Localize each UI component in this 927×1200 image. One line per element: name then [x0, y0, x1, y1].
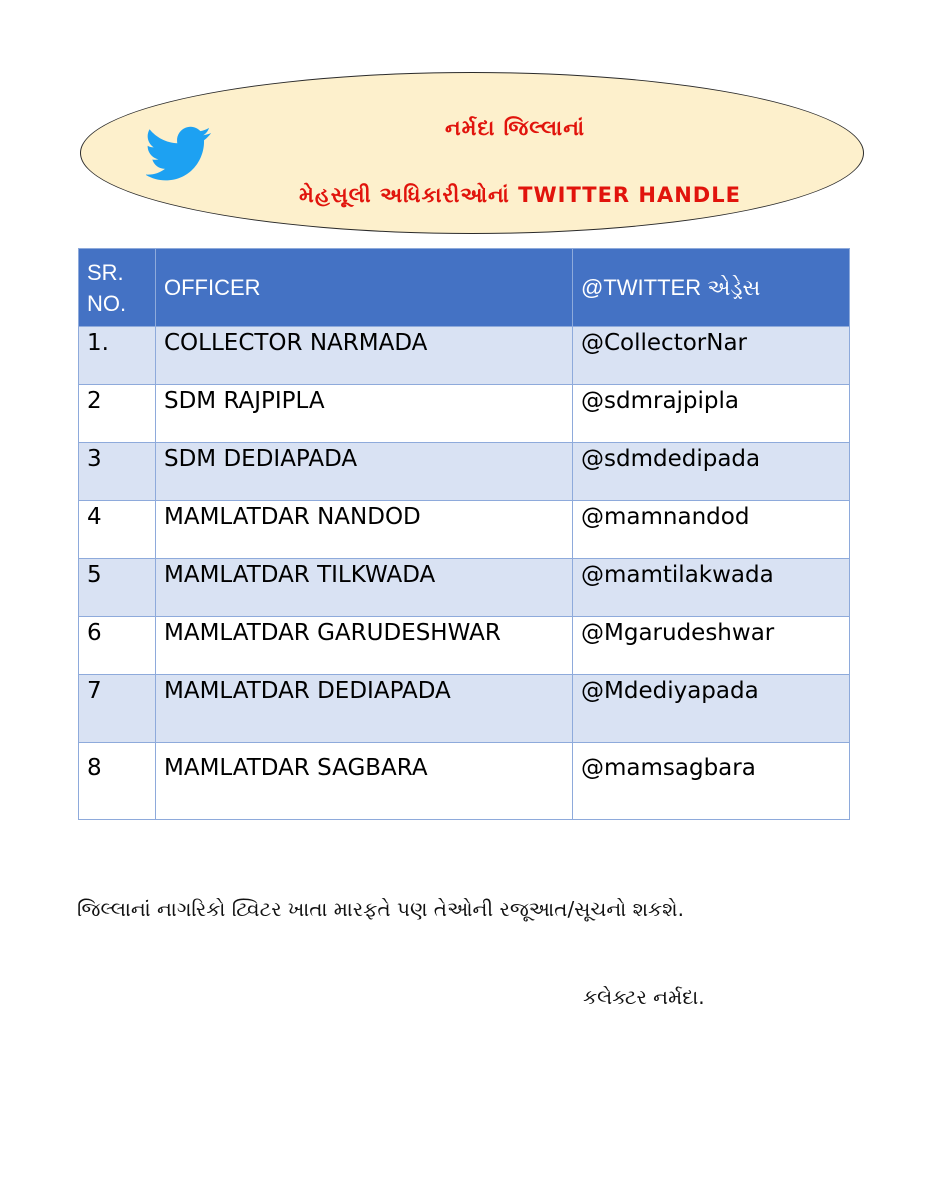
cell-sr: 4 [79, 501, 156, 559]
officers-table [78, 248, 850, 820]
table-row [79, 559, 850, 617]
cell-officer: COLLECTOR NARMADA [156, 327, 573, 385]
cell-twitter-handle[interactable]: @Mgarudeshwar [573, 617, 850, 675]
cell-twitter-handle[interactable]: @mamnandod [573, 501, 850, 559]
twitter-bird-icon [146, 126, 212, 182]
cell-officer: MAMLATDAR DEDIAPADA [156, 675, 573, 743]
column-header-twitter: @TWITTER એડ્રેસ [573, 249, 850, 327]
cell-officer: MAMLATDAR SAGBARA [156, 743, 573, 820]
table-row [79, 385, 850, 443]
title-line-1: નર્મદા જિલ્લાનાં [444, 116, 585, 140]
cell-officer: SDM DEDIAPADA [156, 443, 573, 501]
cell-sr: 8 [79, 743, 156, 820]
cell-officer: SDM RAJPIPLA [156, 385, 573, 443]
cell-twitter-handle[interactable]: @mamsagbara [573, 743, 850, 820]
cell-officer: MAMLATDAR NANDOD [156, 501, 573, 559]
cell-twitter-handle[interactable]: @sdmrajpipla [573, 385, 850, 443]
table-header-row [79, 249, 850, 327]
cell-twitter-handle[interactable]: @sdmdedipada [573, 443, 850, 501]
cell-officer: MAMLATDAR GARUDESHWAR [156, 617, 573, 675]
table-row [79, 675, 850, 743]
footer-note: જિલ્લાનાં નાગરિકો ટ્વિટર ખાતા મારફતે પણ તેઓની રજૂઆત/સૂચનો શકશે. [77, 897, 684, 921]
cell-sr: 6 [79, 617, 156, 675]
signature: કલેક્ટર નર્મદા. [583, 985, 705, 1009]
table-row [79, 501, 850, 559]
cell-sr: 1. [79, 327, 156, 385]
cell-twitter-handle[interactable]: @Mdediyapada [573, 675, 850, 743]
column-header-officer: OFFICER [156, 249, 573, 327]
cell-sr: 7 [79, 675, 156, 743]
column-header-sr-no: SR. NO. [79, 249, 156, 327]
table-row [79, 443, 850, 501]
cell-twitter-handle[interactable]: @mamtilakwada [573, 559, 850, 617]
cell-twitter-handle[interactable]: @CollectorNar [573, 327, 850, 385]
table-row [79, 743, 850, 820]
table-row [79, 327, 850, 385]
cell-officer: MAMLATDAR TILKWADA [156, 559, 573, 617]
title-line-2: મેહસૂલી અધિકારીઓનાં TWITTER HANDLE [299, 183, 741, 207]
cell-sr: 2 [79, 385, 156, 443]
cell-sr: 3 [79, 443, 156, 501]
cell-sr: 5 [79, 559, 156, 617]
table-row [79, 617, 850, 675]
